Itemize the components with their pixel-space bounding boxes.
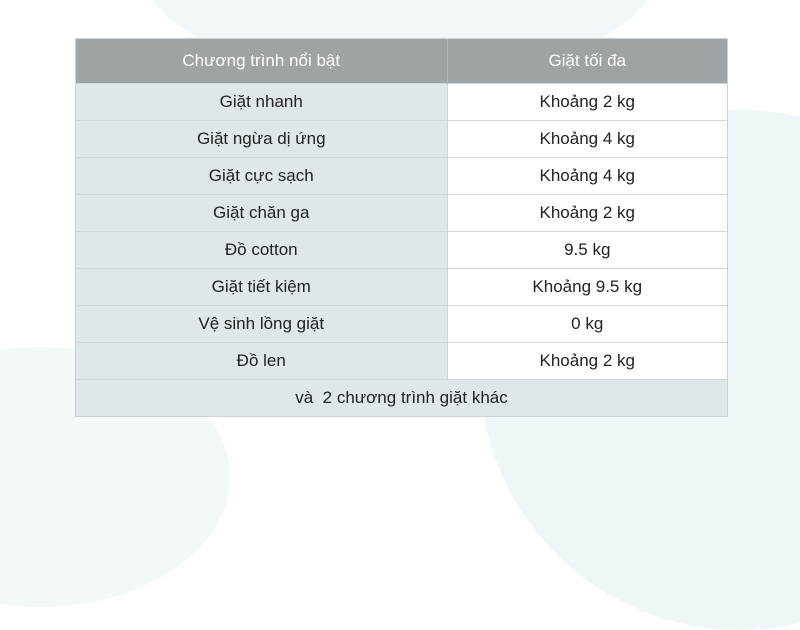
program-name: Đồ len — [76, 342, 447, 379]
table-row — [76, 231, 727, 268]
table-header-row — [76, 39, 727, 83]
table-row — [76, 342, 727, 379]
program-capacity: Khoảng 4 kg — [447, 120, 727, 157]
program-name: Giặt chăn ga — [76, 194, 447, 231]
header-max-load: Giặt tối đa — [447, 39, 727, 83]
programs-table — [76, 39, 727, 416]
table-row — [76, 83, 727, 120]
program-capacity: Khoảng 2 kg — [447, 83, 727, 120]
program-capacity: Khoảng 2 kg — [447, 342, 727, 379]
program-name: Giặt tiết kiệm — [76, 268, 447, 305]
table-row — [76, 305, 727, 342]
other-programs-note: và 2 chương trình giặt khác — [76, 379, 727, 416]
program-name: Đồ cotton — [76, 231, 447, 268]
program-capacity: Khoảng 4 kg — [447, 157, 727, 194]
program-capacity: Khoảng 9.5 kg — [447, 268, 727, 305]
table-row — [76, 268, 727, 305]
program-capacity: 9.5 kg — [447, 231, 727, 268]
table-footer-row — [76, 379, 727, 416]
table-row — [76, 120, 727, 157]
program-capacity: Khoảng 2 kg — [447, 194, 727, 231]
program-capacity: 0 kg — [447, 305, 727, 342]
program-name: Giặt nhanh — [76, 83, 447, 120]
table-row — [76, 194, 727, 231]
washing-programs-table — [75, 38, 728, 417]
program-name: Giặt cực sạch — [76, 157, 447, 194]
header-program: Chương trình nổi bật — [76, 39, 447, 83]
program-name: Vệ sinh lồng giặt — [76, 305, 447, 342]
table-row — [76, 157, 727, 194]
program-name: Giặt ngừa dị ứng — [76, 120, 447, 157]
